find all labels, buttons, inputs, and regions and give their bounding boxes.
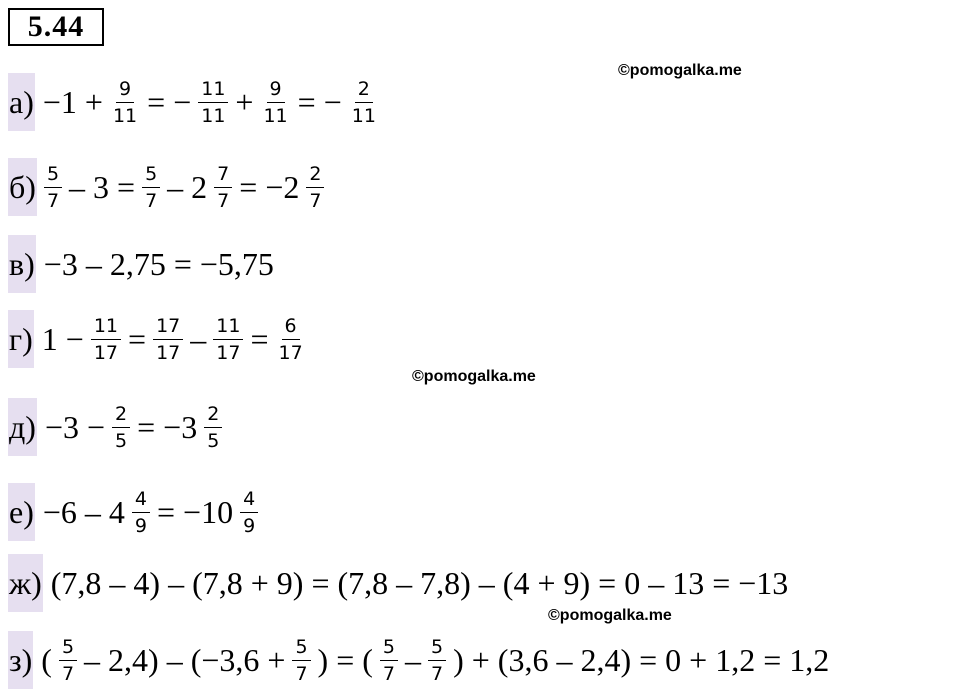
expr-part: = −: [147, 83, 192, 120]
expr-part: – 2: [167, 168, 208, 205]
fraction: $\frac{2}{5}$: [112, 403, 130, 452]
fraction: $\frac{11}{17}$: [213, 315, 243, 364]
label-e: е): [8, 483, 35, 541]
label-v: в): [8, 235, 36, 293]
expr-part: ) = (: [317, 641, 373, 678]
fraction: $\frac{5}{7}$: [59, 636, 77, 685]
row-v: [8, 232, 278, 296]
row-d: [8, 395, 225, 459]
expr-part: =: [250, 320, 269, 357]
expr-part: = −3: [137, 408, 198, 445]
exercise-number: 5.44: [8, 8, 104, 46]
fraction: $\frac{7}{7}$: [214, 163, 232, 212]
fraction: $\frac{9}{11}$: [263, 77, 288, 127]
fraction: $\frac{5}{7}$: [44, 163, 62, 212]
expr-part: =: [128, 320, 147, 357]
expr-part: – 2,4) – (−3,6 +: [84, 641, 286, 678]
expr-part: −6 – 4: [42, 493, 125, 530]
label-d: д): [8, 398, 37, 456]
expr-part: 1 −: [41, 320, 84, 357]
label-z: з): [8, 631, 33, 689]
expr-part: – 3 =: [69, 168, 136, 205]
row-b: [8, 155, 327, 219]
expr-part: ) + (3,6 – 2,4) = 0 + 1,2 = 1,2: [453, 641, 830, 678]
label-zh: ж): [8, 554, 43, 612]
label-a: а): [8, 73, 35, 131]
row-z: [8, 628, 833, 692]
row-e: [8, 480, 261, 544]
fraction: $\frac{9}{11}$: [112, 77, 138, 127]
row-a: [8, 70, 382, 134]
expr-part: −1 +: [42, 83, 103, 120]
expr-part: −3 −: [44, 408, 106, 445]
fraction: $\frac{11}{17}$: [91, 315, 121, 364]
fraction: $\frac{6}{17}$: [278, 314, 303, 364]
fraction: $\frac{5}{7}$: [292, 636, 310, 685]
label-g: г): [8, 310, 34, 368]
row-g: [8, 307, 309, 371]
watermark-3: ©pomogalka.me: [548, 607, 672, 624]
fraction: $\frac{2}{7}$: [306, 163, 324, 212]
fraction: $\frac{5}{7}$: [428, 636, 446, 685]
watermark-2: ©pomogalka.me: [412, 368, 536, 385]
fraction: $\frac{17}{17}$: [153, 315, 183, 364]
label-b: б): [8, 158, 37, 216]
fraction: $\frac{5}{7}$: [142, 163, 160, 212]
fraction: $\frac{5}{7}$: [380, 636, 398, 685]
expr-part: (: [41, 641, 52, 678]
watermark-1: ©pomogalka.me: [618, 62, 742, 79]
expr-part: –: [190, 320, 207, 357]
fraction: $\frac{2}{5}$: [204, 403, 222, 452]
expr-part: (7,8 – 4) – (7,8 + 9) = (7,8 – 7,8) – (4 + 9) = 0 – 13 = −13: [50, 564, 789, 601]
fraction: $\frac{4}{9}$: [240, 488, 258, 537]
expr-part: −3 – 2,75 = −5,75: [43, 245, 274, 282]
fraction: $\frac{11}{11}$: [198, 78, 228, 127]
expr-part: +: [235, 83, 254, 120]
row-zh: [8, 551, 792, 615]
expr-part: = −10: [157, 493, 234, 530]
expr-part: = −: [297, 83, 342, 120]
fraction: $\frac{4}{9}$: [132, 488, 150, 537]
fraction: $\frac{2}{11}$: [351, 77, 376, 127]
expr-part: –: [405, 641, 421, 678]
expr-part: = −2: [239, 168, 300, 205]
